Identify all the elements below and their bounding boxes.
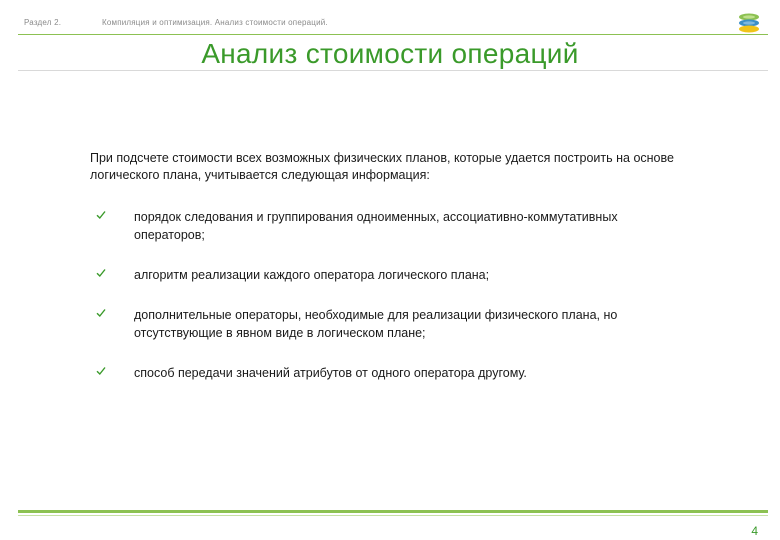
- check-icon: [96, 366, 106, 376]
- bullet-text: алгоритм реализации каждого оператора логического плана;: [134, 268, 490, 282]
- header-section-label: Раздел 2.: [24, 18, 62, 27]
- list-item: [90, 306, 690, 342]
- title-divider: [18, 70, 768, 71]
- bullet-text: порядок следования и группирования одноименных, ассоциативно-коммутативных операторов;: [134, 210, 618, 242]
- check-icon: [96, 308, 106, 318]
- list-item: [90, 266, 690, 284]
- bullet-text: дополнительные операторы, необходимые для реализации физического плана, но отсутствующие в явном виде в логическом плане;: [134, 308, 618, 340]
- bullet-list: [90, 208, 690, 404]
- page-title: Анализ стоимости операций: [201, 38, 579, 69]
- check-icon: [96, 268, 106, 278]
- footer-divider: [18, 510, 768, 513]
- logo-icon: [736, 12, 762, 34]
- header-divider: [18, 34, 768, 35]
- list-item: [90, 364, 690, 382]
- check-icon: [96, 210, 106, 220]
- intro-paragraph: При подсчете стоимости всех возможных физических планов, которые удается построить на основе логического плана, учитывается следующая информация:: [90, 151, 674, 182]
- list-item: [90, 208, 690, 244]
- footer-divider-thin: [18, 515, 768, 516]
- page-number: 4: [751, 524, 758, 538]
- bullet-text: способ передачи значений атрибутов от одного оператора другому.: [134, 366, 527, 380]
- header-subtitle: Компиляция и оптимизация. Анализ стоимости операций.: [102, 18, 328, 27]
